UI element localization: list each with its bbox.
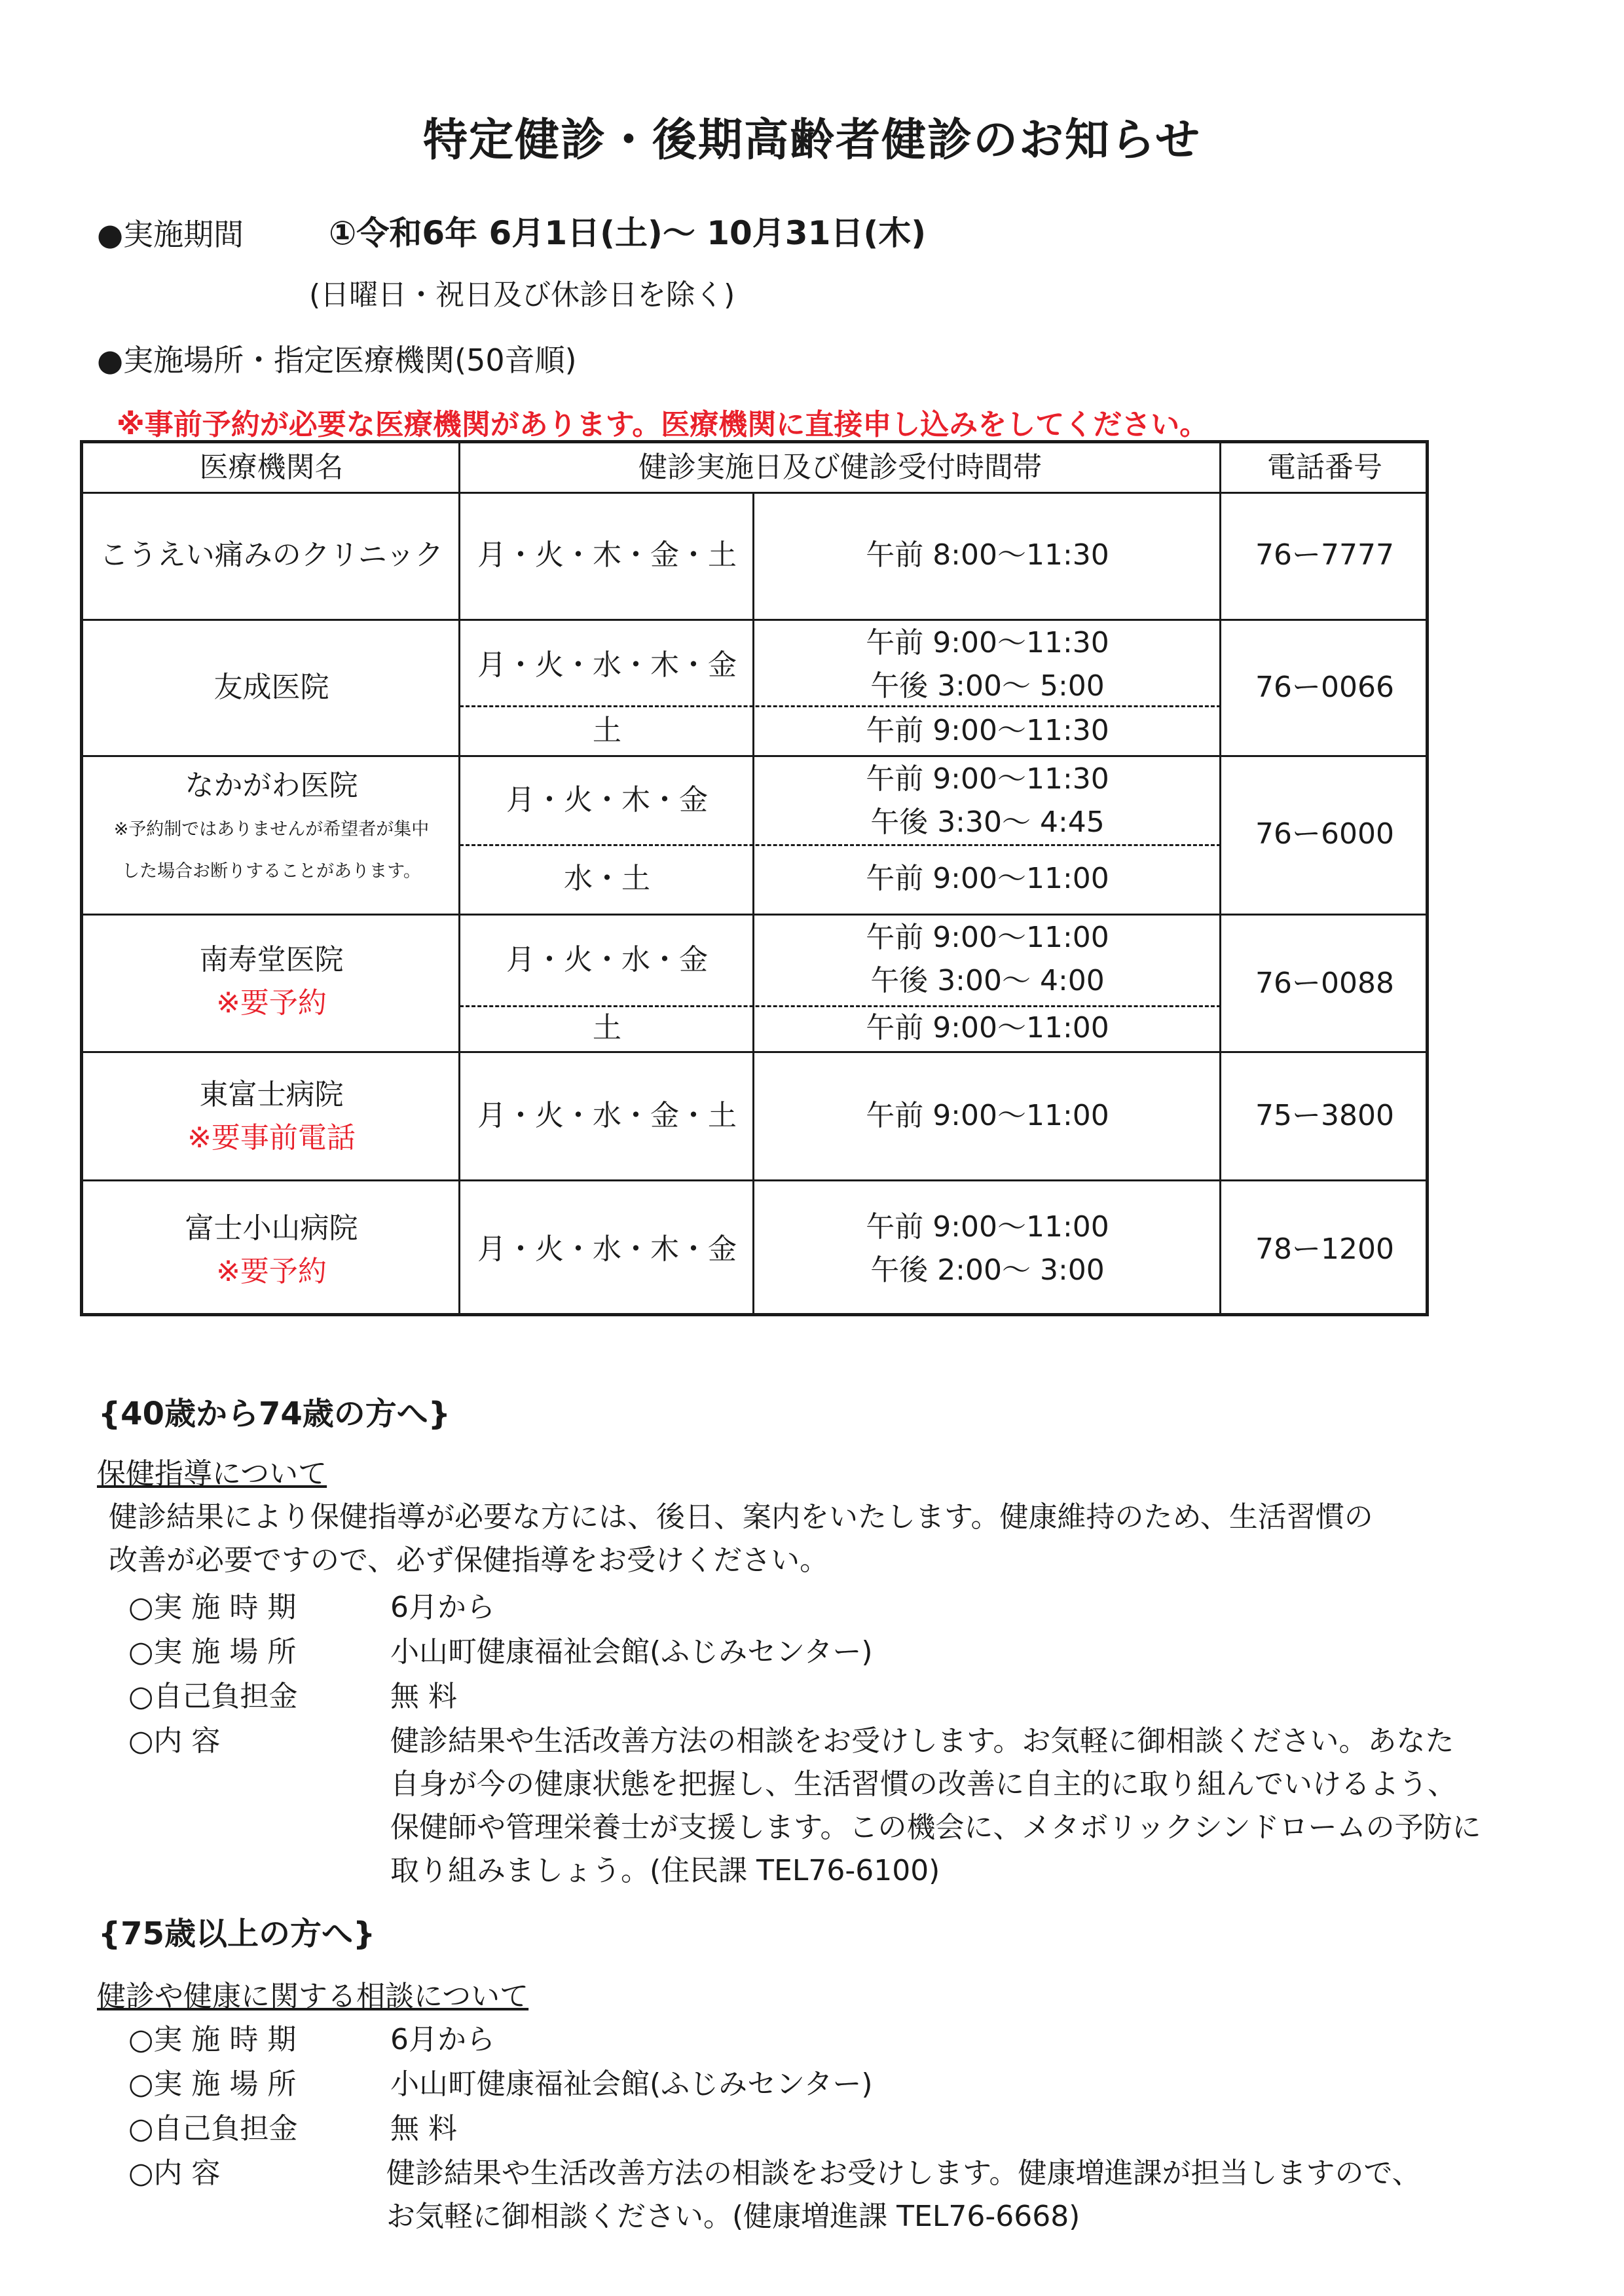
table-row-divider bbox=[83, 1179, 1426, 1181]
clinic-phone: 76ー0066 bbox=[1255, 671, 1394, 704]
clinic-days: 月・火・水・木・金 bbox=[477, 1232, 737, 1266]
section-heading-40-74: {40歳から74歳の方へ} bbox=[98, 1396, 451, 1432]
item-value: 無 料 bbox=[390, 1680, 457, 1713]
consultation-heading: 健診や健康に関する相談について bbox=[97, 1980, 529, 2013]
item-label: ○内 容 bbox=[128, 1724, 221, 1758]
reservation-warning: ※事前予約が必要な医療機関があります。医療機関に直接申し込みをしてください。 bbox=[117, 408, 1209, 441]
clinic-hours: 午後 3:00～ 5:00 bbox=[870, 669, 1105, 703]
item-value: 取り組みましょう。(住民課 TEL76-6100) bbox=[390, 1854, 940, 1887]
clinic-hours: 午前 9:00～11:00 bbox=[866, 1011, 1109, 1045]
table-row-divider bbox=[83, 755, 1426, 757]
clinic-days: 月・火・木・金・土 bbox=[477, 538, 737, 572]
clinic-days: 土 bbox=[593, 714, 621, 747]
section-heading-75-plus: {75歳以上の方へ} bbox=[98, 1916, 376, 1952]
header-schedule: 健診実施日及び健診受付時間帯 bbox=[638, 451, 1042, 484]
intro-text: 健診結果により保健指導が必要な方には、後日、案内をいたします。健康維持のため、生活習慣の bbox=[109, 1500, 1373, 1534]
item-label: ○実 施 場 所 bbox=[128, 1635, 297, 1669]
clinic-hours: 午前 9:00～11:00 bbox=[866, 921, 1109, 954]
reservation-flag: ※要予約 bbox=[216, 986, 327, 1020]
clinic-days: 月・火・水・木・金 bbox=[477, 648, 737, 682]
intro-text: 改善が必要ですので、必ず保健指導をお受けください。 bbox=[109, 1544, 829, 1577]
reservation-flag: ※要予約 bbox=[216, 1255, 327, 1288]
clinic-hours: 午前 9:00～11:00 bbox=[866, 862, 1109, 895]
clinic-phone: 78ー1200 bbox=[1255, 1232, 1394, 1266]
clinic-name: なかがわ医院 bbox=[185, 769, 358, 802]
clinic-days: 月・火・水・金 bbox=[506, 943, 708, 976]
table-row-divider bbox=[83, 1051, 1426, 1053]
clinic-table bbox=[80, 440, 1429, 1316]
clinic-days: 月・火・木・金 bbox=[506, 783, 708, 817]
item-value: 小山町健康福祉会館(ふじみセンター) bbox=[390, 1635, 873, 1669]
item-value: 健診結果や生活改善方法の相談をお受けします。お気軽に御相談ください。あなた bbox=[390, 1724, 1454, 1758]
item-label: ○自己負担金 bbox=[128, 1680, 298, 1713]
period-value: ①令和6年 6月1日(土)～ 10月31日(木) bbox=[329, 214, 927, 252]
table-row-divider bbox=[83, 492, 1426, 494]
item-label: ○実 施 時 期 bbox=[128, 2023, 297, 2056]
item-value: 自身が今の健康状態を把握し、生活習慣の改善に自主的に取り組んでいけるよう、 bbox=[390, 1768, 1456, 1801]
item-value: 小山町健康福祉会館(ふじみセンター) bbox=[390, 2067, 873, 2101]
clinic-hours: 午前 9:00～11:00 bbox=[866, 1210, 1109, 1244]
place-label: ●実施場所・指定医療機関(50音順) bbox=[97, 343, 577, 378]
clinic-days: 土 bbox=[593, 1011, 621, 1045]
item-value: 健診結果や生活改善方法の相談をお受けします。健康増進課が担当しますので、 bbox=[386, 2157, 1421, 2190]
clinic-days: 月・火・水・金・土 bbox=[477, 1099, 737, 1132]
clinic-hours: 午前 9:00～11:30 bbox=[866, 714, 1109, 747]
table-col-divider bbox=[752, 494, 754, 1313]
item-label: ○実 施 時 期 bbox=[128, 1591, 297, 1624]
clinic-hours: 午後 3:30～ 4:45 bbox=[870, 805, 1105, 839]
reservation-flag: ※要事前電話 bbox=[187, 1121, 356, 1155]
clinic-hours: 午前 9:00～11:00 bbox=[866, 1099, 1109, 1132]
clinic-note: ※予約制ではありませんが希望者が集中 bbox=[113, 819, 430, 840]
item-value: 6月から bbox=[390, 1591, 495, 1624]
clinic-phone: 76ー7777 bbox=[1255, 538, 1394, 572]
clinic-hours: 午前 9:00～11:30 bbox=[866, 762, 1109, 796]
item-value: お気軽に御相談ください。(健康増進課 TEL76-6668) bbox=[386, 2200, 1080, 2233]
clinic-name: 友成医院 bbox=[213, 671, 329, 704]
clinic-hours: 午後 2:00～ 3:00 bbox=[870, 1253, 1105, 1287]
clinic-name: 南寿堂医院 bbox=[199, 943, 344, 976]
table-dashed-divider bbox=[460, 844, 1221, 846]
clinic-name: こうえい痛みのクリニック bbox=[99, 538, 444, 572]
item-value: 6月から bbox=[390, 2023, 495, 2056]
clinic-phone: 75ー3800 bbox=[1255, 1099, 1394, 1132]
header-phone: 電話番号 bbox=[1267, 451, 1382, 484]
item-value: 無 料 bbox=[390, 2112, 457, 2145]
clinic-phone: 76ー6000 bbox=[1255, 817, 1394, 851]
item-label: ○実 施 場 所 bbox=[128, 2067, 297, 2101]
clinic-note: した場合お断りすることがあります。 bbox=[122, 861, 421, 881]
page-title: 特定健診・後期高齢者健診のお知らせ bbox=[423, 115, 1201, 166]
health-guidance-heading: 保健指導について bbox=[97, 1457, 327, 1491]
table-row-divider bbox=[83, 914, 1426, 916]
item-label: ○自己負担金 bbox=[128, 2112, 298, 2145]
item-value: 保健師や管理栄養士が支援します。この機会に、メタボリックシンドロームの予防に bbox=[390, 1811, 1481, 1844]
header-clinic-name: 医療機関名 bbox=[199, 451, 344, 484]
clinic-hours: 午後 3:00～ 4:00 bbox=[870, 964, 1105, 997]
clinic-name: 東富士病院 bbox=[199, 1078, 344, 1111]
clinic-hours: 午前 9:00～11:30 bbox=[866, 626, 1109, 659]
period-label: ●実施期間 bbox=[97, 217, 244, 252]
period-note: (日曜日・祝日及び休診日を除く) bbox=[309, 278, 735, 312]
clinic-phone: 76ー0088 bbox=[1255, 967, 1394, 1000]
clinic-name: 富士小山病院 bbox=[185, 1212, 358, 1245]
clinic-hours: 午前 8:00～11:30 bbox=[866, 538, 1109, 572]
table-row-divider bbox=[83, 619, 1426, 621]
clinic-days: 水・土 bbox=[564, 862, 650, 895]
item-label: ○内 容 bbox=[128, 2157, 221, 2190]
